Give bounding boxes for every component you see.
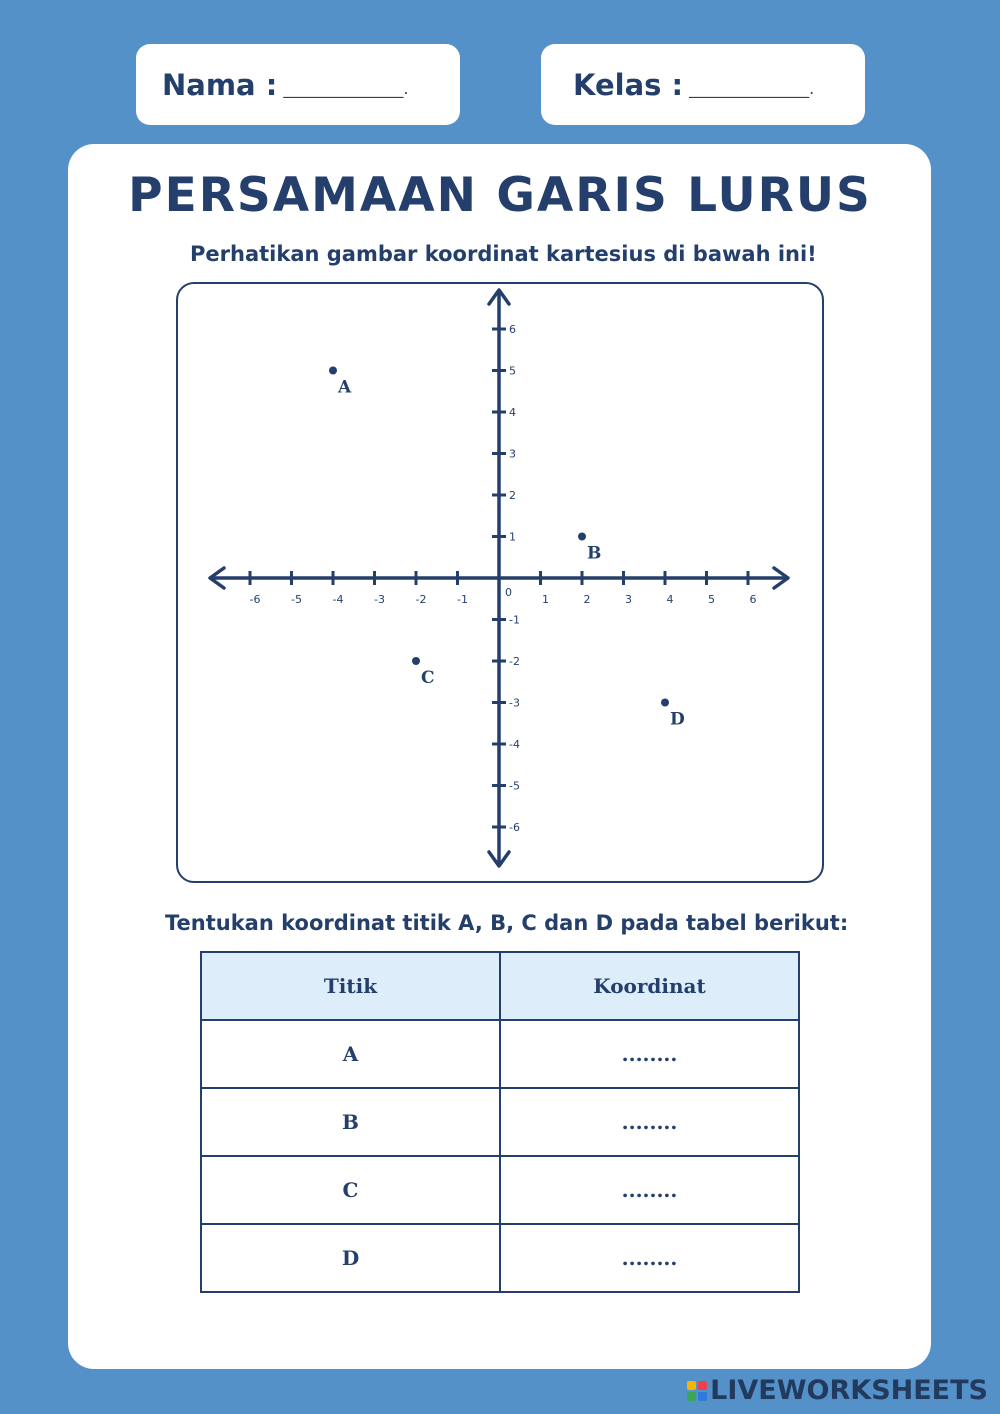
point-label-cell: C: [201, 1156, 500, 1224]
table-header-row: [201, 952, 799, 1020]
y-tick-label: -1: [509, 613, 520, 627]
x-tick-label: -2: [415, 593, 427, 606]
point-c-label: C: [421, 668, 435, 688]
point-a-label: A: [338, 377, 352, 398]
brand-text: LIVEWORKSHEETS: [710, 1375, 988, 1406]
coordinate-table: [200, 951, 800, 1293]
point-label-cell: B: [201, 1088, 500, 1156]
class-blank-line[interactable]: _______________.: [689, 79, 815, 98]
x-tick-label: 6: [749, 593, 757, 606]
table-instruction: Tentukan koordinat titik A, B, C dan D pada tabel berikut:: [165, 911, 849, 935]
y-tick-label: 3: [509, 447, 516, 461]
coordinate-answer-cell[interactable]: ........: [500, 1156, 799, 1224]
y-tick-label: -5: [509, 779, 520, 793]
x-tick-label: -6: [249, 593, 261, 606]
y-tick-label: 4: [509, 406, 516, 419]
origin-label: 0: [505, 586, 512, 599]
x-tick-label: -3: [374, 593, 385, 606]
point-label-cell: D: [201, 1224, 500, 1292]
liveworksheets-logo-icon: [687, 1381, 707, 1401]
coordinate-answer-cell[interactable]: ........: [500, 1088, 799, 1156]
point-b-dot: [578, 533, 586, 541]
class-label: Kelas :: [573, 67, 684, 102]
x-tick-label: -5: [291, 593, 302, 606]
point-b-label: B: [587, 543, 602, 564]
x-tick-label: -1: [457, 593, 468, 606]
name-label: Nama :: [162, 67, 278, 102]
liveworksheets-brand: [687, 1375, 988, 1406]
graph-instruction: Perhatikan gambar koordinat kartesius di bawah ini!: [190, 242, 817, 266]
y-tick-label: -4: [509, 738, 520, 751]
x-tick-label: 2: [583, 593, 591, 606]
header-koordinat: Koordinat: [500, 952, 799, 1020]
x-tick-label: 1: [542, 593, 549, 606]
y-tick-label: -2: [509, 655, 520, 668]
x-tick-label: 5: [708, 593, 715, 606]
table-row: [201, 1156, 799, 1224]
point-a-dot: [329, 367, 337, 375]
x-tick-label: 3: [625, 593, 632, 606]
coordinate-answer-cell[interactable]: ........: [500, 1020, 799, 1088]
y-tick-label: 5: [509, 364, 516, 378]
header-titik: Titik: [201, 952, 500, 1020]
coordinate-answer-cell[interactable]: ........: [500, 1224, 799, 1292]
point-label-cell: A: [201, 1020, 500, 1088]
table-row: [201, 1020, 799, 1088]
name-blank-line[interactable]: _______________.: [283, 79, 409, 98]
point-d-dot: [661, 699, 669, 707]
y-tick-label: 6: [509, 323, 516, 336]
table-row: [201, 1088, 799, 1156]
points-layer: [329, 364, 685, 730]
y-tick-label: 1: [509, 530, 516, 544]
point-d-label: D: [670, 709, 685, 730]
point-c-dot: [412, 657, 420, 665]
x-tick-label: -4: [332, 593, 344, 606]
y-tick-label: 2: [509, 489, 516, 502]
page-title: PERSAMAAN GARIS LURUS: [128, 168, 872, 223]
y-tick-label: -3: [509, 696, 520, 710]
axes-layer: [210, 290, 788, 866]
x-tick-label: 4: [666, 593, 674, 606]
table-row: [201, 1224, 799, 1292]
y-tick-label: -6: [509, 821, 520, 834]
